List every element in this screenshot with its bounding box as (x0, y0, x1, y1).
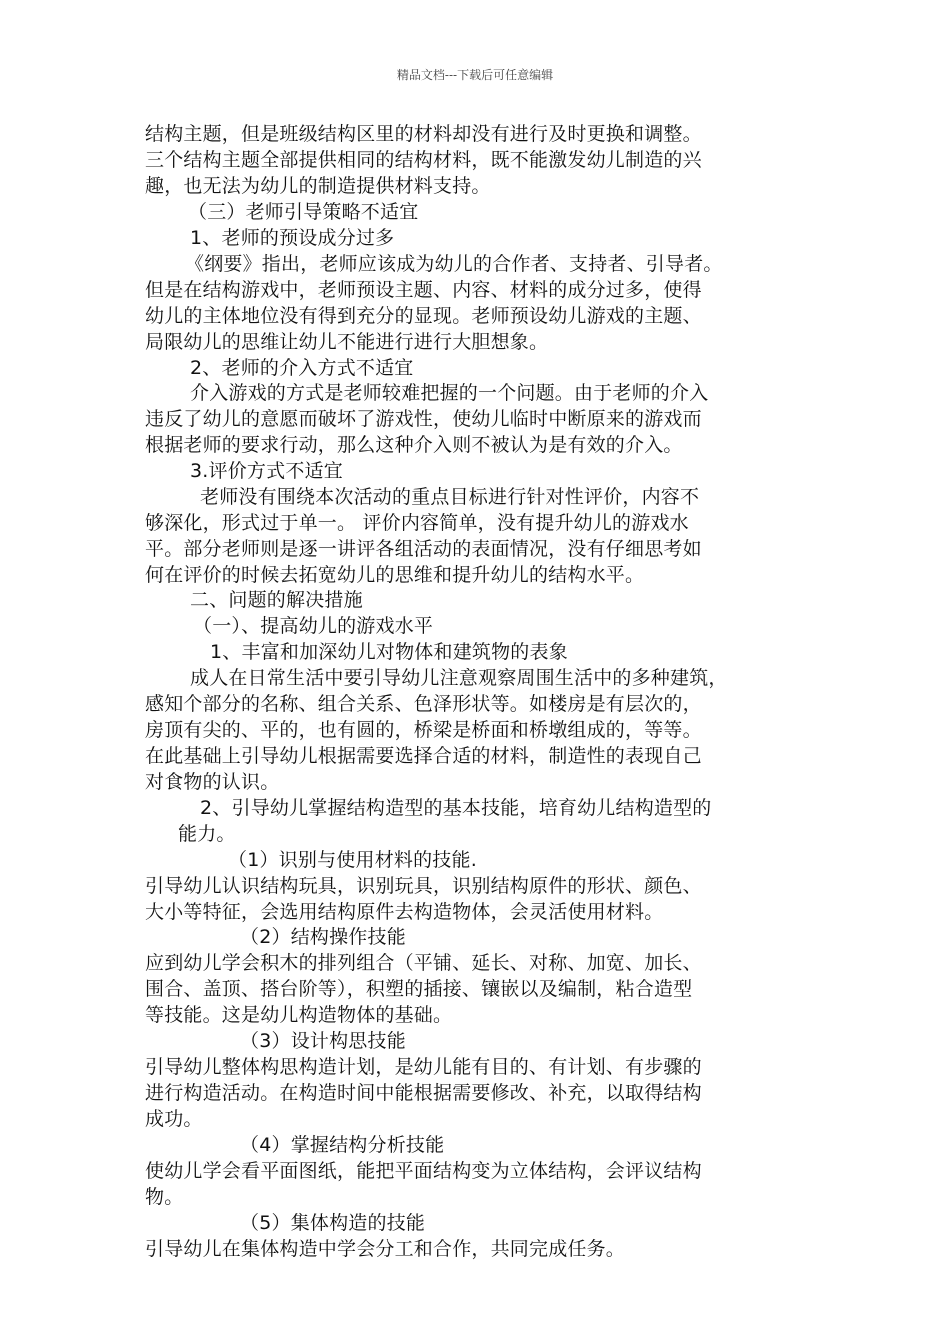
text-line: 大小等特征，会选用结构原件去构造物体，会灵活使用材料。 (145, 901, 664, 923)
text-line: 应到幼儿学会积木的排列组合（平铺、延长、对称、加宽、加长、 (145, 952, 702, 974)
text-line: 使幼儿学会看平面图纸，能把平面结构变为立体结构，会评议结构 (145, 1160, 702, 1182)
subsection-heading: 2、老师的介入方式不适宜 (190, 357, 414, 379)
section-heading: （三）老师引导策略不适宜 (188, 201, 419, 223)
item-heading: （3）设计构思技能 (240, 1030, 406, 1052)
text-line: 结构主题，但是班级结构区里的材料却没有进行及时更换和调整。 (145, 123, 702, 145)
text-line: 引导幼儿整体构思构造计划，是幼儿能有目的、有计划、有步骤的 (145, 1056, 702, 1078)
subsection-heading: 3.评价方式不适宜 (190, 460, 343, 482)
text-line: 引导幼儿认识结构玩具，识别玩具，识别结构原件的形状、颜色、 (145, 875, 702, 897)
text-line: 局限幼儿的思维让幼儿不能进行进行大胆想象。 (145, 331, 549, 353)
text-line: 老师没有围绕本次活动的重点目标进行针对性评价，内容不 (200, 486, 700, 508)
text-line: 房顶有尖的、平的，也有圆的，桥梁是桥面和桥墩组成的，等等。 (145, 719, 702, 741)
text-line: 进行构造活动。在构造时间中能根据需要修改、补充，以取得结构 (145, 1082, 702, 1104)
text-line: 等技能。这是幼儿构造物体的基础。 (145, 1004, 453, 1026)
text-line: 介入游戏的方式是老师较难把握的一个问题。由于老师的介入 (190, 382, 709, 404)
item-heading: （2）结构操作技能 (240, 926, 406, 948)
item-heading: （1）识别与使用材料的技能. (228, 849, 477, 871)
text-line: 根据老师的要求行动，那么这种介入则不被认为是有效的介入。 (145, 434, 683, 456)
subsection-heading: 1、丰富和加深幼儿对物体和建筑物的表象 (210, 641, 568, 663)
text-line: 趣，也无法为幼儿的制造提供材料支持。 (145, 175, 491, 197)
text-line: 但是在结构游戏中，老师预设主题、内容、材料的成分过多，使得 (145, 279, 702, 301)
text-line: 成功。 (145, 1108, 203, 1130)
text-line: 三个结构主题全部提供相同的结构材料，既不能激发幼儿制造的兴 (145, 149, 702, 171)
text-line: 围合、盖顶、搭台阶等），积塑的插接、镶嵌以及编制，粘合造型 (145, 978, 693, 1000)
text-line: 成人在日常生活中要引导幼儿注意观察周围生活中的多种建筑， (190, 667, 728, 689)
item-heading: （5）集体构造的技能 (240, 1212, 426, 1234)
text-line: 物。 (145, 1186, 184, 1208)
text-line: 平。部分老师则是逐一讲评各组活动的表面情况，没有仔细思考如 (145, 538, 702, 560)
text-line: 引导幼儿在集体构造中学会分工和合作，共同完成任务。 (145, 1238, 626, 1260)
text-line: 何在评价的时候去拓宽幼儿的思维和提升幼儿的结构水平。 (145, 564, 645, 586)
subsection-heading: 2、引导幼儿掌握结构造型的基本技能，培育幼儿结构造型的 (200, 797, 712, 819)
subsection-heading: 1、老师的预设成分过多 (190, 227, 395, 249)
text-line: 违反了幼儿的意愿而破坏了游戏性，使幼儿临时中断原来的游戏而 (145, 408, 702, 430)
item-heading: （4）掌握结构分析技能 (240, 1134, 445, 1156)
text-line: 《纲要》指出，老师应该成为幼儿的合作者、支持者、引导者。 (185, 253, 723, 275)
text-line: 够深化，形式过于单一。 评价内容简单，没有提升幼儿的游戏水 (145, 512, 689, 534)
text-line: 在此基础上引导幼儿根据需要选择合适的材料，制造性的表现自己 (145, 745, 702, 767)
text-line: 幼儿的主体地位没有得到充分的显现。老师预设幼儿游戏的主题、 (145, 305, 702, 327)
page-header: 精品文档---下载后可任意编辑 (396, 68, 554, 82)
text-line: 对食物的认识。 (145, 771, 280, 793)
section-heading: 二、问题的解决措施 (190, 589, 363, 611)
text-line: 感知个部分的名称、组合关系、色泽形状等。如楼房是有层次的， (145, 693, 702, 715)
subsection-heading: 能力。 (178, 823, 236, 845)
section-heading: （一）、提高幼儿的游戏水平 (193, 615, 434, 637)
